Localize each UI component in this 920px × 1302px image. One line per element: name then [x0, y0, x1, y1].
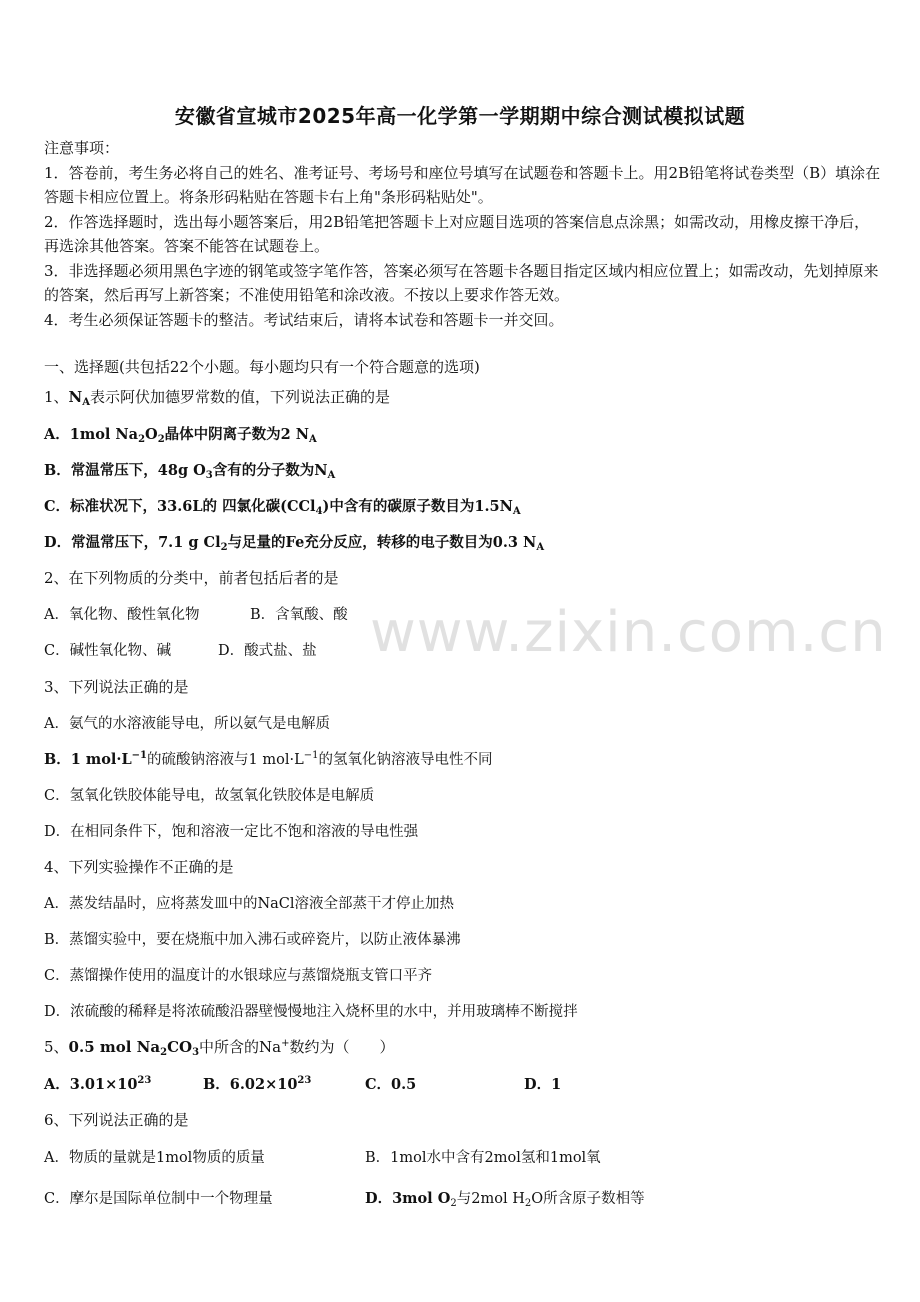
option-text: 的氢氧化钠溶液导电性不同: [318, 752, 493, 768]
option-text: 常温常压下，48g O: [70, 462, 206, 479]
question-number: 5、: [44, 1038, 69, 1056]
subscript: 2: [157, 434, 165, 445]
option-5d[interactable]: D．1: [524, 1076, 562, 1093]
option-1a[interactable]: [44, 423, 317, 445]
superscript: −1: [131, 750, 148, 761]
option-text: 3mol O: [392, 1190, 451, 1207]
option-text: O: [145, 426, 158, 443]
subscript: A: [82, 397, 91, 408]
option-2d[interactable]: D．酸式盐、盐: [218, 643, 317, 659]
option-text: O所含原子数相等: [531, 1191, 645, 1207]
superscript: +: [281, 1038, 290, 1049]
option-text: 的硫酸钠溶液与1 mol·L: [147, 752, 304, 768]
option-text: 6.02×10: [229, 1076, 298, 1093]
option-letter: A．: [44, 426, 70, 443]
option-text: 1mol Na: [69, 426, 139, 443]
option-3c[interactable]: C．氢氧化铁胶体能导电，故氢氧化铁胶体是电解质: [44, 788, 375, 804]
option-5b[interactable]: [203, 1073, 311, 1094]
option-6d[interactable]: [365, 1187, 645, 1209]
option-text: 1 mol·L: [70, 751, 132, 768]
option-letter: C．: [44, 498, 71, 515]
question-4: 4、下列实验操作不正确的是: [44, 858, 234, 876]
option-3a[interactable]: A．氨气的水溶液能导电，所以氨气是电解质: [44, 716, 330, 732]
question-6: 6、下列说法正确的是: [44, 1111, 189, 1129]
subscript: A: [327, 470, 336, 481]
option-6a[interactable]: A．物质的量就是1mol物质的质量: [44, 1150, 265, 1166]
watermark: www.zixin.com.cn: [370, 600, 887, 665]
option-text: 3.01×10: [69, 1076, 138, 1093]
option-letter: D．: [365, 1190, 393, 1207]
subscript: A: [536, 542, 545, 553]
option-4a[interactable]: A．蒸发结晶时，应将蒸发皿中的NaCl溶液全部蒸干才停止加热: [44, 896, 455, 912]
subscript: A: [512, 506, 521, 517]
subscript: 2: [450, 1198, 457, 1209]
option-text: 标准状况下，33.6L的 四氯化碳(CCl: [70, 498, 316, 515]
subscript: 2: [524, 1198, 532, 1209]
option-letter: D．: [44, 534, 72, 551]
notice-item: 3．非选择题必须用黑色字迹的钢笔或签字笔作答，答案必须写在答题卡各题目指定区域内相应位置上；如需改动，先划掉原来的答案，然后再写上新答案；不准使用铅笔和涂改液。不按以上要求作答无效。: [44, 261, 879, 304]
option-3b[interactable]: [44, 748, 492, 769]
section-heading: 一、选择题(共包括22个小题。每小题均只有一个符合题意的选项): [44, 358, 480, 376]
option-1b[interactable]: [44, 459, 335, 481]
option-text: )中含有的碳原子数目为1.5N: [322, 498, 513, 515]
notice-heading: 注意事项：: [44, 139, 120, 157]
superscript: −1: [303, 750, 319, 761]
question-3: 3、下列说法正确的是: [44, 678, 189, 696]
option-1d[interactable]: [44, 531, 544, 553]
subscript: 2: [138, 434, 146, 445]
question-1: [44, 386, 390, 408]
option-text: 含有的分子数为N: [212, 462, 328, 479]
option-3d[interactable]: D．在相同条件下，饱和溶液一定比不饱和溶液的导电性强: [44, 824, 419, 840]
superscript: 23: [297, 1075, 312, 1086]
question-stem: CO: [167, 1038, 193, 1056]
question-5: [44, 1036, 395, 1058]
option-letter: A．: [44, 1076, 70, 1093]
subscript: 4: [315, 506, 323, 517]
notice-item: 1．答卷前，考生务必将自己的姓名、准考证号、考场号和座位号填写在试题卷和答题卡上。用2B铅笔将试卷类型（B）填涂在答题卡相应位置上。将条形码粘贴在答题卡右上角"条形码粘贴处"。: [44, 163, 881, 206]
question-2: 2、在下列物质的分类中，前者包括后者的是: [44, 569, 339, 587]
option-5c[interactable]: C．0.5: [365, 1076, 417, 1093]
question-stem: 数约为（ ）: [289, 1038, 395, 1056]
option-2c[interactable]: C．碱性氧化物、碱: [44, 643, 172, 659]
option-2b[interactable]: B．含氧酸、酸: [250, 607, 348, 623]
option-5a[interactable]: [44, 1073, 151, 1094]
subscript: 3: [192, 1047, 200, 1058]
notice-block: [44, 136, 884, 332]
option-letter: B．: [203, 1076, 230, 1093]
superscript: 23: [137, 1075, 152, 1086]
page-title: 安徽省宣城市2025年高一化学第一学期期中综合测试模拟试题: [174, 104, 746, 128]
option-6c[interactable]: C．摩尔是国际单位制中一个物理量: [44, 1191, 273, 1207]
option-4b[interactable]: B．蒸馏实验中，要在烧瓶中加入沸石或碎瓷片，以防止液体暴沸: [44, 932, 461, 948]
question-stem: 表示阿伏加德罗常数的值，下列说法正确的是: [90, 388, 391, 406]
subscript: 2: [160, 1047, 168, 1058]
option-4c[interactable]: C．蒸馏操作使用的温度计的水银球应与蒸馏烧瓶支管口平齐: [44, 968, 433, 984]
option-6b[interactable]: B．1mol水中含有2mol氢和1mol氧: [365, 1150, 601, 1166]
option-2a[interactable]: A．氧化物、酸性氧化物: [44, 607, 200, 623]
question-stem: 0.5 mol Na: [68, 1038, 161, 1056]
option-4d[interactable]: D．浓硫酸的稀释是将浓硫酸沿器壁慢慢地注入烧杯里的水中，并用玻璃棒不断搅拌: [44, 1004, 578, 1020]
notice-item: 2．作答选择题时，选出每小题答案后，用2B铅笔把答题卡上对应题目选项的答案信息点涂黑；如需改动，用橡皮擦干净后，再选涂其他答案。答案不能答在试题卷上。: [44, 212, 870, 255]
notice-item: 4．考生必须保证答题卡的整洁。考试结束后，请将本试卷和答题卡一并交回。: [44, 310, 564, 329]
subscript: 3: [205, 470, 213, 481]
option-text: 与足量的Fe充分反应，转移的电子数目为0.3 N: [227, 534, 537, 551]
question-number: 1、: [44, 388, 69, 406]
subscript: 2: [220, 542, 228, 553]
option-text: 与2mol H: [456, 1191, 525, 1207]
option-letter: B．: [44, 751, 71, 768]
subscript: A: [309, 434, 317, 445]
symbol: N: [68, 388, 83, 406]
option-letter: B．: [44, 462, 71, 479]
option-1c[interactable]: [44, 495, 521, 517]
option-text: 晶体中阴离子数为2 N: [164, 426, 310, 443]
question-stem: 中所含的Na: [199, 1038, 282, 1056]
option-text: 常温常压下，7.1 g Cl: [71, 534, 221, 551]
